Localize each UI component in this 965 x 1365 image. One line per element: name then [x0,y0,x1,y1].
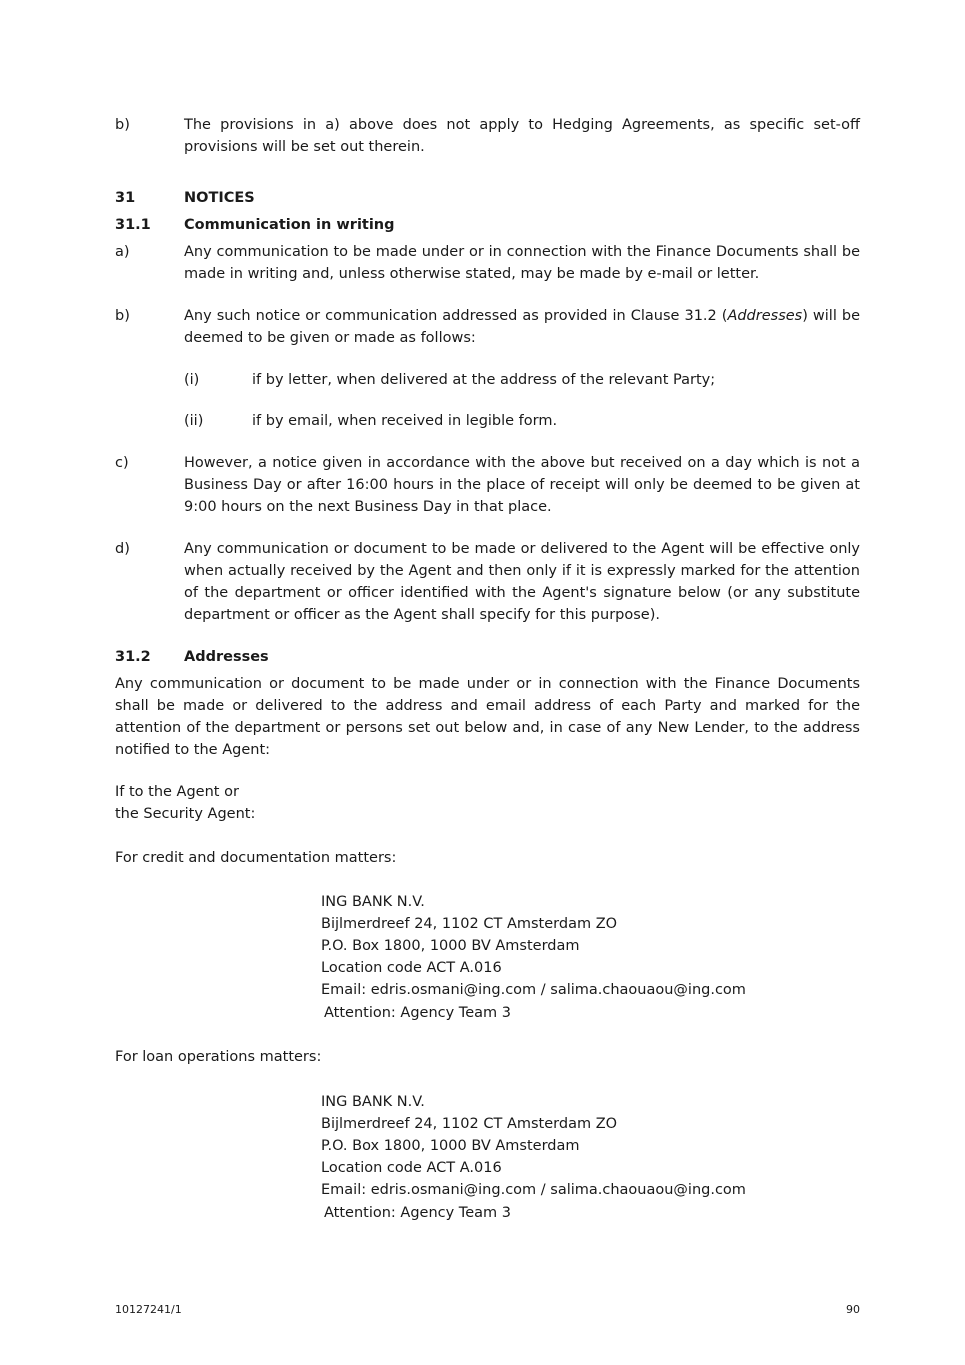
credit-address-line: ING BANK N.V. [321,894,425,910]
addresses-intro: Any communication or document to be made under or in connection with the Finance Documents shall be made or delivered to the address and email address of each Party and marked for the attention of the department or persons set out below and, in case of any New Lender, to the address notified to the Agent: [115,676,860,758]
loan-address-line: Attention: Agency Team 3 [324,1205,511,1221]
subclause-text: if by email, when received in legible form. [252,413,558,429]
section-number: 31 [115,190,136,206]
subsection-title: Communication in writing [184,217,395,233]
if-to-line: If to the Agent or [115,784,239,800]
clause-label: b) [115,117,130,133]
credit-address-line: Email: edris.osmani@ing.com / salima.chaouaou@ing.com [321,982,746,998]
clause-text-after: ) will be deemed to be given or made as follows: [184,308,860,346]
clause-label: a) [115,244,130,260]
credit-address-line: Attention: Agency Team 3 [324,1005,511,1021]
page-number: 90 [846,1303,860,1316]
clause-text-italic: Addresses [727,308,803,324]
clause-label: d) [115,541,130,557]
credit-address-line: Bijlmerdreef 24, 1102 CT Amsterdam ZO [321,916,618,932]
clause-text: The provisions in a) above does not apply to Hedging Agreements, as specific set-off provisions will be set out therein. [184,117,860,155]
subsection-number: 31.1 [115,217,151,233]
credit-address-line: Location code ACT A.016 [321,960,502,976]
loan-address-line: Location code ACT A.016 [321,1160,502,1176]
loan-address-line: ING BANK N.V. [321,1094,425,1110]
subclause-label: (ii) [184,413,204,429]
clause-text [184,305,860,349]
loan-heading: For loan operations matters: [115,1049,322,1065]
subsection-number: 31.2 [115,649,151,665]
credit-heading: For credit and documentation matters: [115,850,397,866]
clause-text: Any communication or document to be made or delivered to the Agent will be effective only when actually received by the Agent and then only if it is expressly marked for the attention of the department or officer identified with the Agent's signature below (or any substitute department or officer as the Agent shall specify for this purpose). [184,541,860,623]
clause-text: Any communication to be made under or in connection with the Finance Documents shall be made in writing and, unless otherwise stated, may be made by e-mail or letter. [184,244,860,282]
if-to-line: the Security Agent: [115,806,256,822]
clause-label: c) [115,455,129,471]
subclause-text: if by letter, when delivered at the address of the relevant Party; [252,372,716,388]
clause-label: b) [115,308,130,324]
loan-address-line: Email: edris.osmani@ing.com / salima.chaouaou@ing.com [321,1182,746,1198]
loan-address-line: P.O. Box 1800, 1000 BV Amsterdam [321,1138,580,1154]
credit-address-line: P.O. Box 1800, 1000 BV Amsterdam [321,938,580,954]
document-reference: 10127241/1 [115,1303,182,1316]
clause-text: However, a notice given in accordance with the above but received on a day which is not a Business Day or after 16:00 hours in the place of receipt will only be deemed to be given at 9:00 hours on the next Business Day in that place. [184,455,860,515]
loan-address-line: Bijlmerdreef 24, 1102 CT Amsterdam ZO [321,1116,618,1132]
subsection-title: Addresses [184,649,269,665]
clause-text-before: Any such notice or communication addressed as provided in Clause 31.2 ( [184,308,728,324]
subclause-label: (i) [184,372,200,388]
section-title: NOTICES [184,190,255,206]
